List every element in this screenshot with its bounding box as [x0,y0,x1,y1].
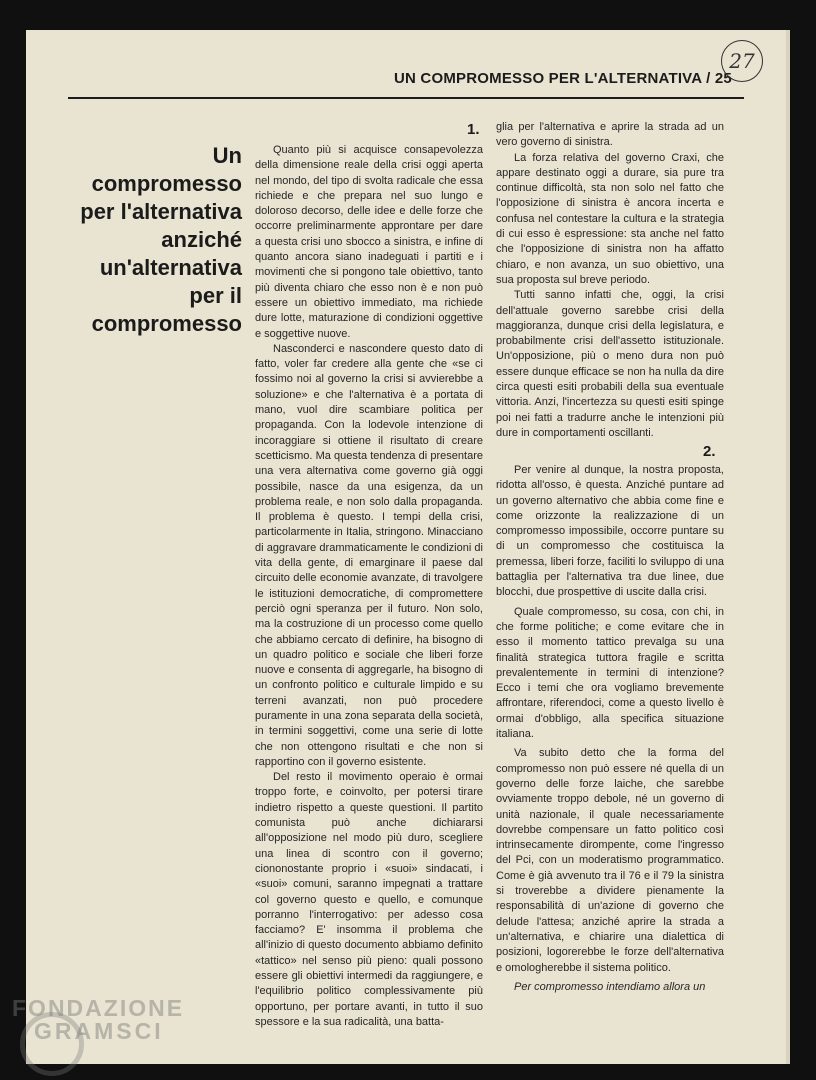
section-number-1: 1. [467,121,480,138]
paragraph: Per compromesso intendiamo allora un [514,980,706,993]
headline-line: per l'alternativa [80,199,242,224]
paragraph: Quale compromesso, su cosa, con chi, in che forme politiche; e come evitare che in esso il momento tattico prevalga su una finalità strategica tuttora fragile e scritta prevalentemente in termini di intenzione? Ecco i temi che ora vogliamo brevemente affrontare, riferendoci, come a questo livello è ormai d'obbligo, alla specifica situazione italiana. [496,605,724,741]
headline-line: per il [189,283,242,308]
body-column-2 [496,120,724,993]
paragraph: La forza relativa del governo Craxi, che appare destinato oggi a durare, sia pure tra continue difficoltà, sta non solo nel fatto che l'opposizione di sinistra è ancora incerta e confusa nel contestare la cultura e la strategia di cui esso è espressione: sta anche nel fatto che l'opposizione di sinistra non ha affatto chiaro, e non avanza, un suo obiettivo, una sua proposta sul breve periodo. [496,151,724,286]
paragraph: glia per l'alternativa e aprire la strada ad un vero governo di sinistra. [496,121,724,149]
watermark-line-1: FONDAZIONE [12,995,185,1021]
paragraph: Del resto il movimento operaio è ormai troppo forte, e coinvolto, per potersi tirare indietro rispetto a queste questioni. Il partito comunista può anche dichiararsi all'opposizione nel modo più duro, scegliere una linea di scontro con il governo; ciononostante proprio i «suoi» sindacati, i «suoi» comuni, saranno impegnati a trattare col governo questo e quello, e comunque porranno l'interrogativo: per adesso cosa facciamo? E' insomma il problema che all'inizio di questo documento abbiamo definito «tattico» nel senso più pieno: quali possono essere gli obiettivi intermedi da raggiungere, e l'equilibrio politico complessivamente più opportuno, per portare avanti, in tutto il suo spessore e la sua radicalità, una batta- [255,771,483,1028]
paragraph: Nasconderci e nascondere questo dato di fatto, voler far credere alla gente che «se ci fossimo noi al governo la crisi si avvierebbe a soluzione» e che l'alternativa è a portata di mano, vuol dire scambiare politica per propaganda. Con la lodevole intenzione di incoraggiare si ottiene il risultato di creare scetticismo. Ma questa tendenza di presentare una vera alternativa come governo già oggi possibile, nasce da una esigenza, da un problema reale, e non solo dalla propaganda. Il problema è questo. I tempi della crisi, particolarmente in Italia, stringono. Minacciano di aggravare drammaticamente le condizioni di vita della gente, di emarginare il paese dal circuito delle economie avanzate, di travolgere le istituzioni democratiche, di compromettere perciò ogni speranza per il futuro. Non solo, ma la costruzione di un processo come quello che abbiamo cercato di definire, ha bisogno di un quadro politico e sociale che liberi forze nuove e consenta di aggregarle, ha bisogno di un confronto politico e culturale limpido e su terreni avanzati, non può procedere puramente in una zona separata della società, in termini soggettivi, come una serie di lotte che non ottengono risultati e che non si rapportino con il governo esistente. [255,342,483,768]
watermark-line-2: GRAMSCI [34,1018,164,1044]
paragraph: Per venire al dunque, la nostra proposta, ridotta all'osso, è questa. Anziché puntare ad un governo alternativo che abbia come fine e come orizzonte la realizzazione di un compromesso impossibile, occorre puntare su di un compromesso che costituisca la premessa, liberi forze, faciliti lo sviluppo di una battaglia per l'alternativa tra due linee, due blocchi, due prospettive di uscite dalla crisi. [496,464,724,599]
section-number-2: 2. [703,443,716,460]
headline-line: compromesso [91,311,242,336]
headline-line: Un [212,143,242,168]
paragraph: Va subito detto che la forma del compromesso non può essere né quella di un governo delle forze laiche, che sarebbe ovviamente troppo debole, né un governo di unità nazionale, il quale necessariamente dovrebbe compensare un fatto politico così intrinsecamente dirompente, come l'ingresso del Pci, con un moderatismo programmatico. Come è già avvenuto tra il 76 e il 79 la sinistra si troverebbe a dividere pienamente la responsabilità di un'azione di governo che delude l'attesa; anziché aprire la strada a un'alternativa, e chiarire una dialettica di posizioni, logorerebbe le forze dell'alternativa e omologherebbe il sistema politico. [496,747,724,974]
paragraph: Tutti sanno infatti che, oggi, la crisi dell'attuale governo sarebbe crisi della maggioranza, dunque crisi della legislatura, e probabilmente crisi dell'assetto istituzionale. Un'opposizione, più o meno dura non può essere dunque efficace se non ha nulla da dire circa questi esiti probabili della sua eventuale vittoria. Anzi, l'incertezza su questi esiti spinge poi nei fatti a tradurre anche le intenzioni più dure in comportamenti oscillanti. [496,289,724,439]
article-headline [60,142,242,338]
headline-line: un'alternativa [99,255,242,280]
headline-line: compromesso [91,171,242,196]
header-rule [68,97,744,99]
headline-line: anziché [161,227,242,252]
body-column-1 [255,143,483,1030]
running-header: UN COMPROMESSO PER L'ALTERNATIVA / 25 [394,70,732,87]
section-2-text [496,463,724,995]
paragraph: Quanto più si acquisce consapevolezza della dimensione reale della crisi oggi aperta nel mondo, del tipo di svolta radicale che essa richiede e che prepara nel suo lungo e doloroso decorso, delle idee e delle forze che occorre preliminarmente approntare per dare a questa crisi uno sbocco a sinistra, e infine di quanto ancora siano inadeguati i partiti e i movimenti che si pongono tale obiettivo, tanto più diventa chiaro che esso non è e non può essere un obiettivo immediato, ma richiede dure lotte, maturazione di condizioni oggettive e soggettive nuove. [255,144,483,340]
handwritten-folio-number: 27 [721,40,763,82]
